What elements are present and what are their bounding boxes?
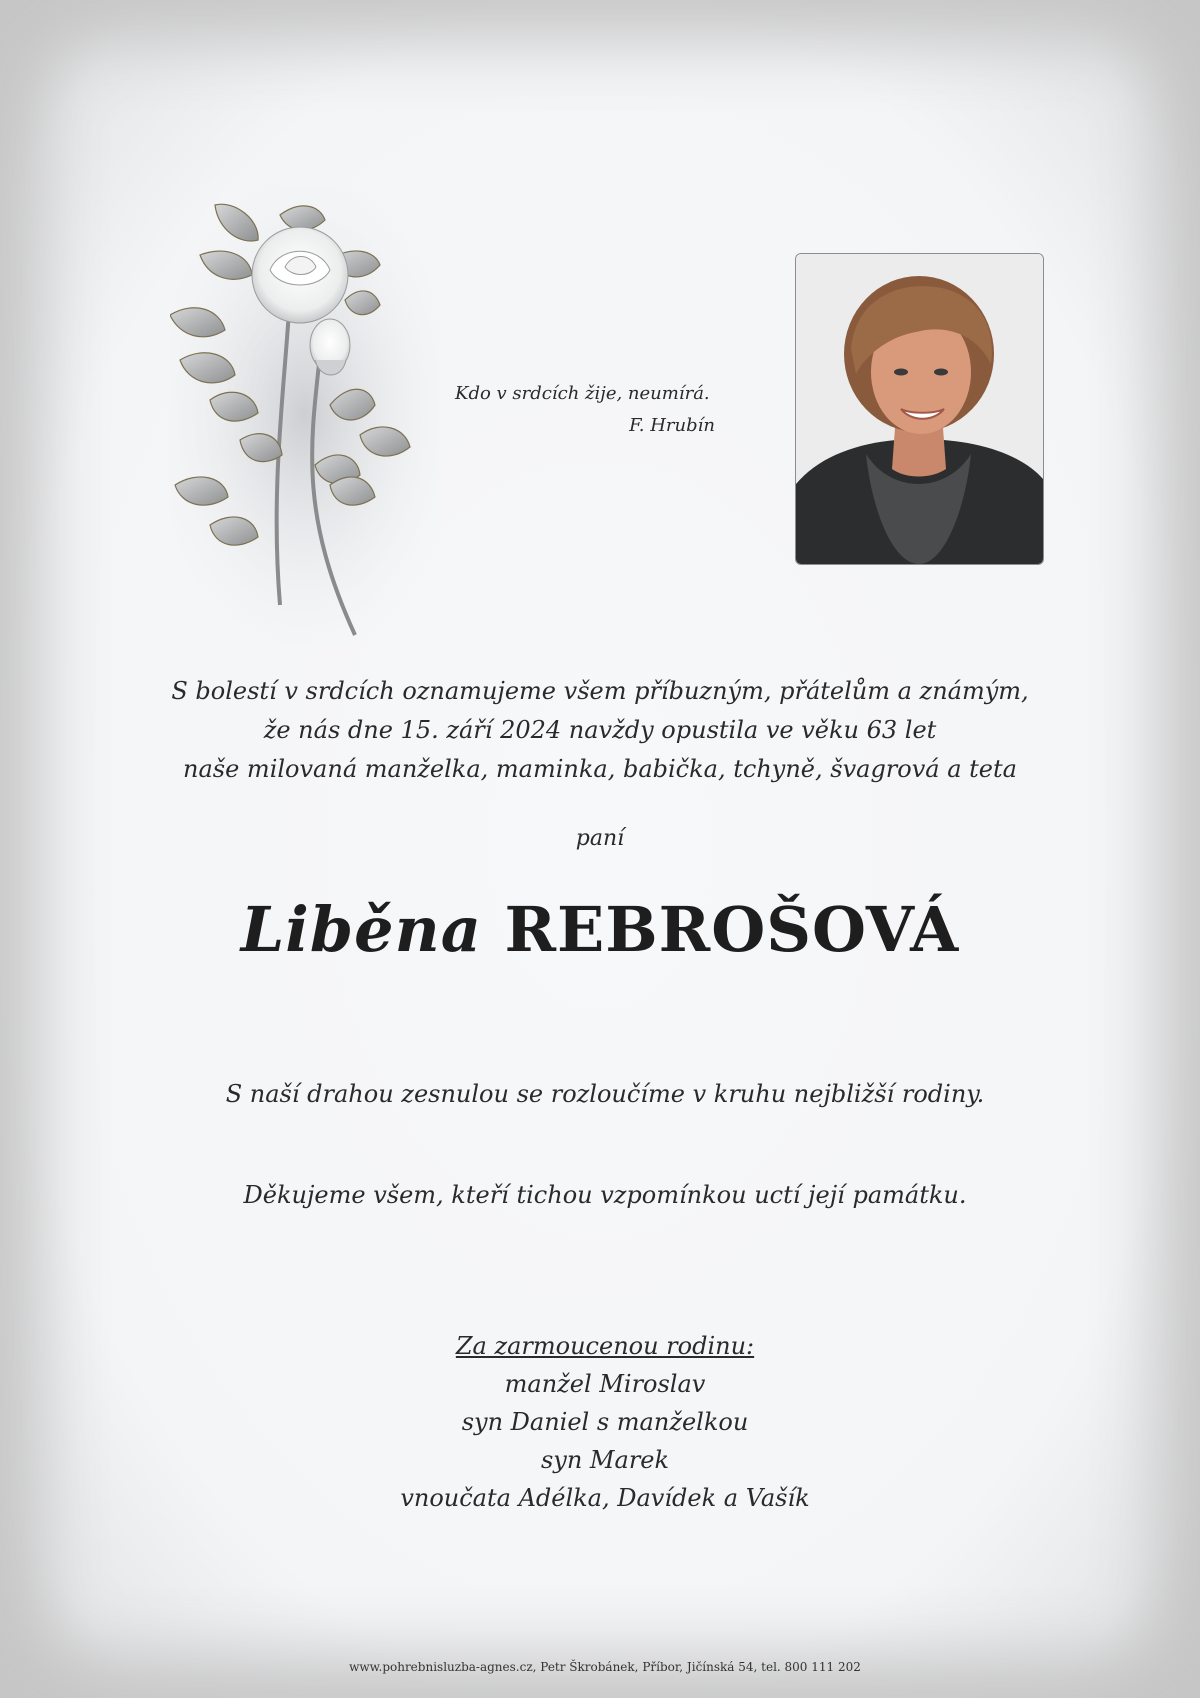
quote	[455, 378, 715, 442]
family-member: manžel Miroslav	[504, 1370, 706, 1398]
family-member: vnoučata Adélka, Davídek a Vašík	[400, 1484, 810, 1512]
announcement-line: že nás dne 15. září 2024 navždy opustila ve věku 63 let	[263, 716, 937, 744]
family-signature	[0, 1327, 1200, 1517]
announcement-line: naše milovaná manželka, maminka, babička, tchyně, švagrová a teta	[183, 755, 1017, 783]
announcement	[100, 672, 1100, 789]
title-word: paní	[575, 826, 625, 851]
family-member: syn Marek	[540, 1446, 670, 1474]
deceased-last-name: REBROŠOVÁ	[504, 893, 960, 966]
portrait-photo	[795, 253, 1044, 565]
deceased-name	[0, 893, 1200, 966]
deceased-first-name: Liběna	[240, 893, 482, 966]
announcement-line: S bolestí v srdcích oznamujeme všem příbuzným, přátelům a známým,	[171, 677, 1029, 705]
thanks-text: Děkujeme všem, kteří tichou vzpomínkou uctí její památku.	[243, 1181, 967, 1209]
farewell-text: S naší drahou zesnulou se rozloučíme v kruhu nejbližší rodiny.	[225, 1080, 985, 1108]
rose-illustration	[170, 185, 440, 645]
quote-author: F. Hrubín	[629, 415, 715, 436]
family-member: syn Daniel s manželkou	[461, 1408, 749, 1436]
family-title: Za zarmoucenou rodinu:	[455, 1332, 755, 1360]
portrait-illustration	[796, 254, 1043, 564]
footer-contact: www.pohrebnisluzba-agnes.cz, Petr Škrobánek, Příbor, Jičínská 54, tel. 800 111 202	[349, 1660, 861, 1674]
quote-text: Kdo v srdcích žije, neumírá.	[455, 383, 710, 404]
